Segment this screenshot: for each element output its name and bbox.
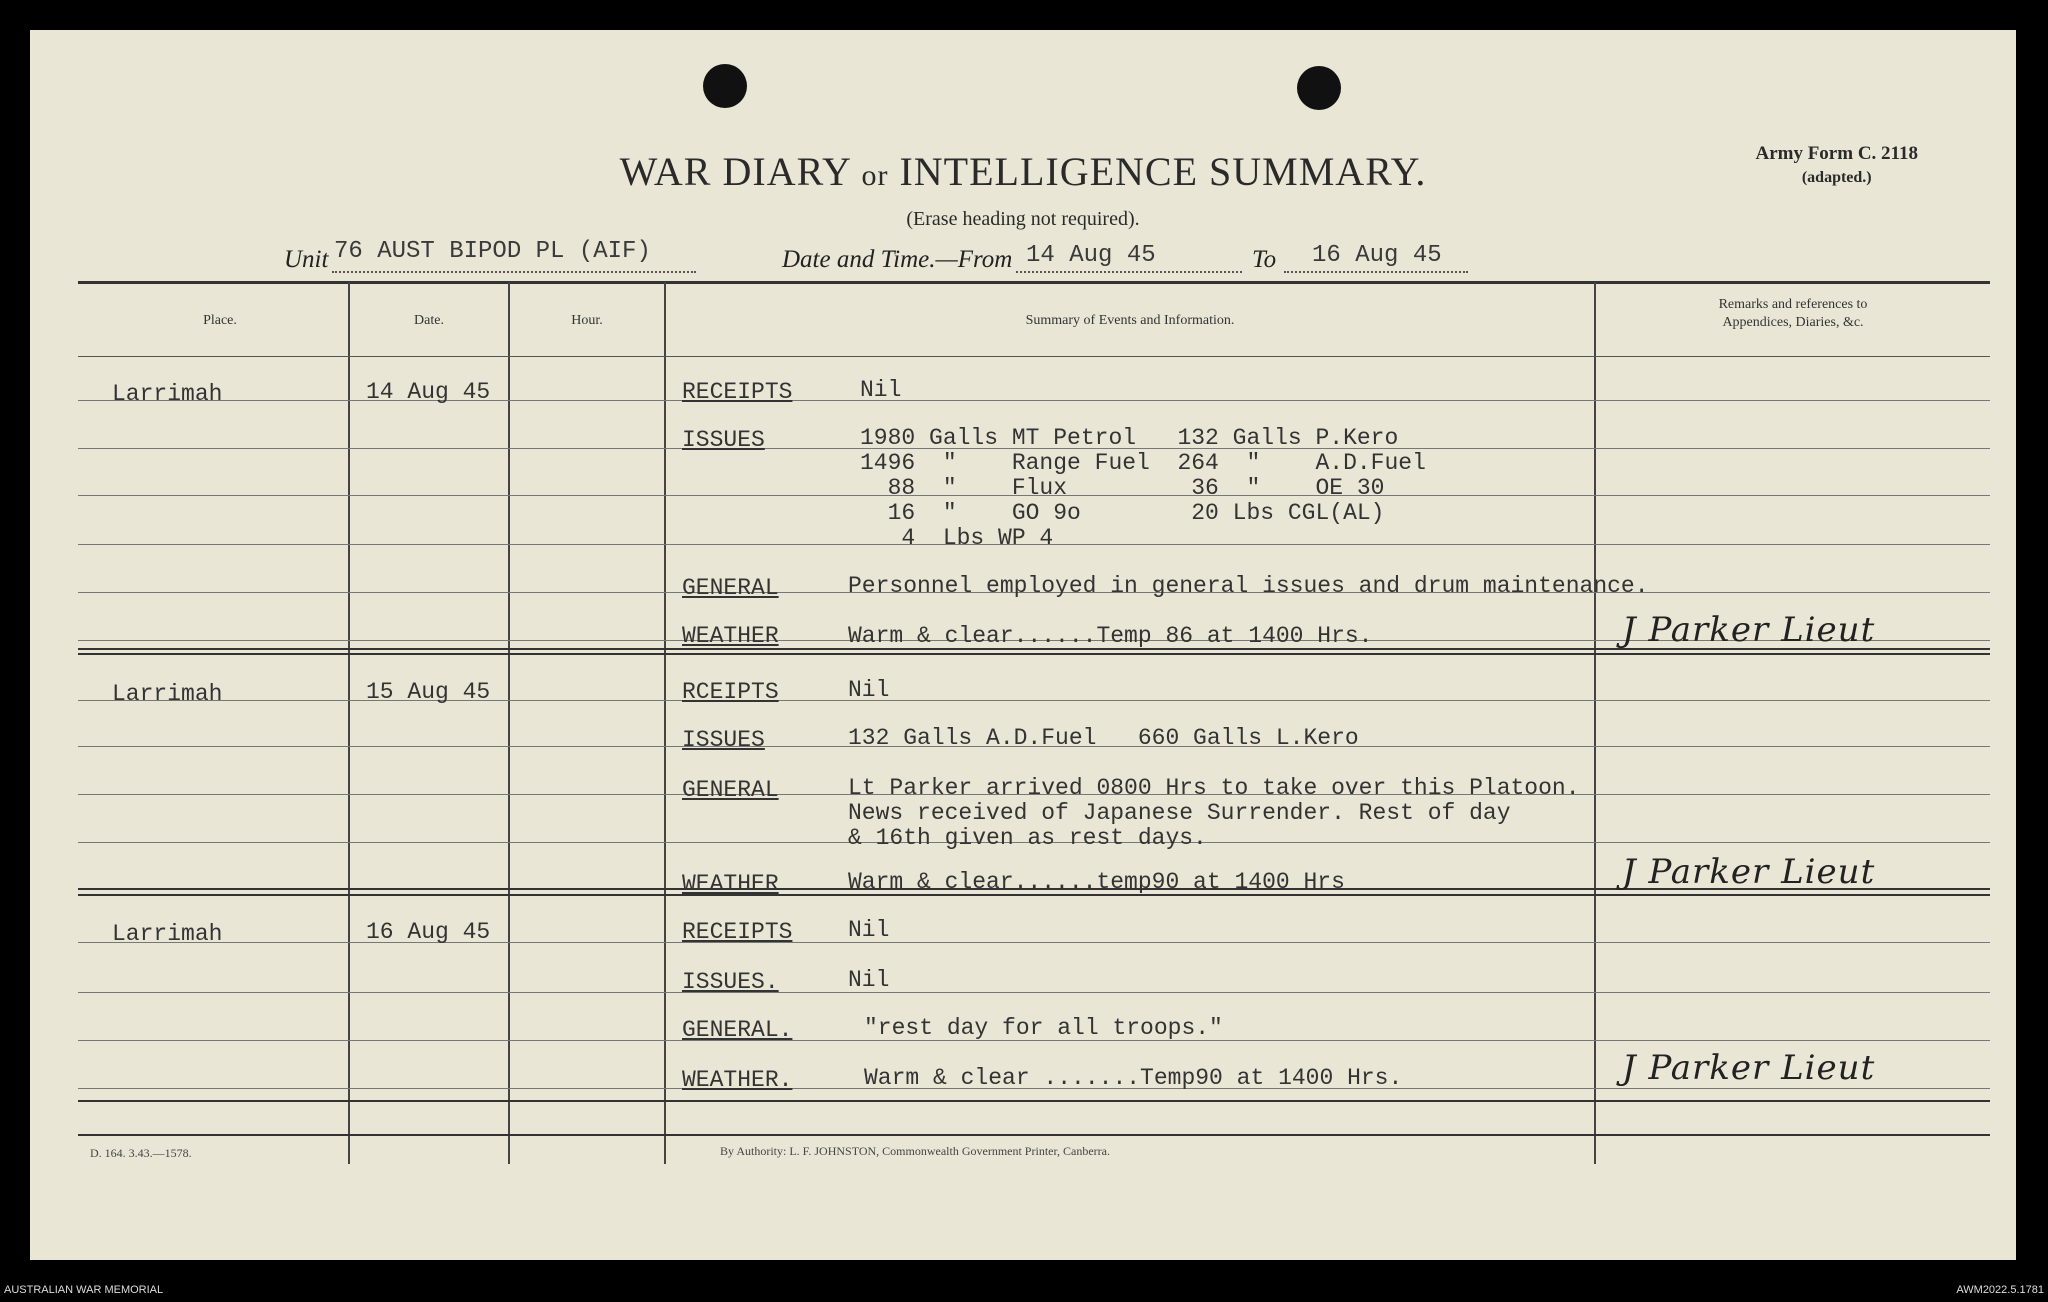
entry-date: 16 Aug 45 <box>366 919 491 945</box>
punch-hole-left <box>703 64 747 108</box>
col-header-hour: Hour. <box>571 313 603 328</box>
receipts-value: Nil <box>860 377 902 403</box>
issues-line: 132 Galls A.D.Fuel 660 Galls L.Kero <box>848 725 1359 751</box>
date-from-value: 14 Aug 45 <box>1026 242 1156 269</box>
form-adapted: (adapted.) <box>1801 169 1872 186</box>
receipts-label: RECEIPTS <box>682 379 793 405</box>
signature-parker: J Parker Lieut <box>1622 610 1876 650</box>
diary-sheet <box>30 30 2016 1260</box>
col-header-remarks-line2: Appendices, Diaries, &c. <box>1722 315 1864 330</box>
issues-line: 1980 Galls MT Petrol 132 Galls P.Kero <box>860 425 1399 451</box>
form-subtitle: (Erase heading not required). <box>906 208 1140 230</box>
table-bottom-rule <box>78 1100 1990 1102</box>
issues-line: 1496 " Range Fuel 264 " A.D.Fuel <box>860 450 1426 476</box>
weather-label: WEATHER <box>682 871 779 897</box>
ruled-line <box>78 400 1990 401</box>
col-header-remarks <box>1596 296 1990 332</box>
issues-line: 16 " GO 9o 20 Lbs CGL(AL) <box>860 500 1385 526</box>
ruled-line <box>78 942 1990 943</box>
title-or: or <box>861 159 889 192</box>
receipts-value: Nil <box>848 677 890 703</box>
entry-place: Larrimah <box>112 381 223 407</box>
receipts-label: RECEIPTS <box>682 919 793 945</box>
col-header-summary: Summary of Events and Information. <box>1025 313 1235 328</box>
general-line: News received of Japanese Surrender. Rest of day <box>848 800 1511 826</box>
form-number: Army Form C. 2118 <box>1755 143 1918 164</box>
weather-value: Warm & clear......temp90 at 1400 Hrs <box>848 869 1345 895</box>
signature-parker: J Parker Lieut <box>1622 1048 1876 1088</box>
general-line: "rest day for all troops." <box>864 1015 1223 1041</box>
form-title <box>30 148 2016 195</box>
issues-line: 4 Lbs WP 4 <box>860 525 1054 551</box>
issues-label: ISSUES. <box>682 969 779 995</box>
entry-place: Larrimah <box>112 921 223 947</box>
receipts-label: RCEIPTS <box>682 679 779 705</box>
credit-left: AUSTRALIAN WAR MEMORIAL <box>4 1284 164 1296</box>
col-divider-place <box>348 282 350 1164</box>
punch-hole-right <box>1297 66 1341 110</box>
entry-date: 15 Aug 45 <box>366 679 491 705</box>
col-header-place: Place. <box>203 313 237 328</box>
title-intelligence-summary: INTELLIGENCE SUMMARY. <box>899 149 1427 194</box>
issues-line: Nil <box>848 967 890 993</box>
header-row-rule <box>78 356 1990 357</box>
issues-label: ISSUES <box>682 727 765 753</box>
entry-separator <box>78 653 1990 655</box>
col-divider-summary <box>1594 282 1596 1164</box>
general-label: GENERAL. <box>682 1017 793 1043</box>
weather-label: WEATHER. <box>682 1067 793 1093</box>
entry-date: 14 Aug 45 <box>366 379 491 405</box>
date-to-dots <box>1284 270 1468 273</box>
issues-label: ISSUES <box>682 427 765 453</box>
receipts-value: Nil <box>848 917 890 943</box>
table-bottom-rule <box>78 1134 1990 1136</box>
date-label: Date and Time.—From <box>782 246 1013 273</box>
footer-authority: By Authority: L. F. JOHNSTON, Commonwealth Government Printer, Canberra. <box>720 1144 1110 1158</box>
col-header-remarks-line1: Remarks and references to <box>1718 297 1868 312</box>
date-to-value: 16 Aug 45 <box>1312 242 1442 269</box>
entry-place: Larrimah <box>112 681 223 707</box>
date-from-dots <box>1016 270 1242 273</box>
unit-label: Unit <box>284 246 329 273</box>
ruled-line <box>78 992 1990 993</box>
weather-value: Warm & clear .......Temp90 at 1400 Hrs. <box>864 1065 1403 1091</box>
issues-line: 88 " Flux 36 " OE 30 <box>860 475 1385 501</box>
col-header-date: Date. <box>414 313 444 328</box>
general-line: Lt Parker arrived 0800 Hrs to take over this Platoon. <box>848 775 1580 801</box>
credit-right: AWM2022.5.1781 <box>1956 1284 2044 1296</box>
footer-print-code: D. 164. 3.43.—1578. <box>90 1146 192 1160</box>
signature-parker: J Parker Lieut <box>1622 852 1876 892</box>
ruled-line <box>78 700 1990 701</box>
weather-value: Warm & clear......Temp 86 at 1400 Hrs. <box>848 623 1373 649</box>
col-divider-hour <box>664 282 666 1164</box>
table-top-rule <box>78 281 1990 284</box>
to-label: To <box>1252 246 1277 273</box>
title-war-diary: WAR DIARY <box>619 149 851 194</box>
unit-value: 76 AUST BIPOD PL (AIF) <box>334 238 651 265</box>
general-label: GENERAL <box>682 777 779 803</box>
general-line: & 16th given as rest days. <box>848 825 1207 851</box>
unit-dots <box>332 270 696 273</box>
weather-label: WEATHER <box>682 623 779 649</box>
col-divider-date <box>508 282 510 1164</box>
form-reference <box>1755 142 1918 190</box>
general-line: Personnel employed in general issues and drum maintenance. <box>848 573 1649 599</box>
general-label: GENERAL <box>682 575 779 601</box>
